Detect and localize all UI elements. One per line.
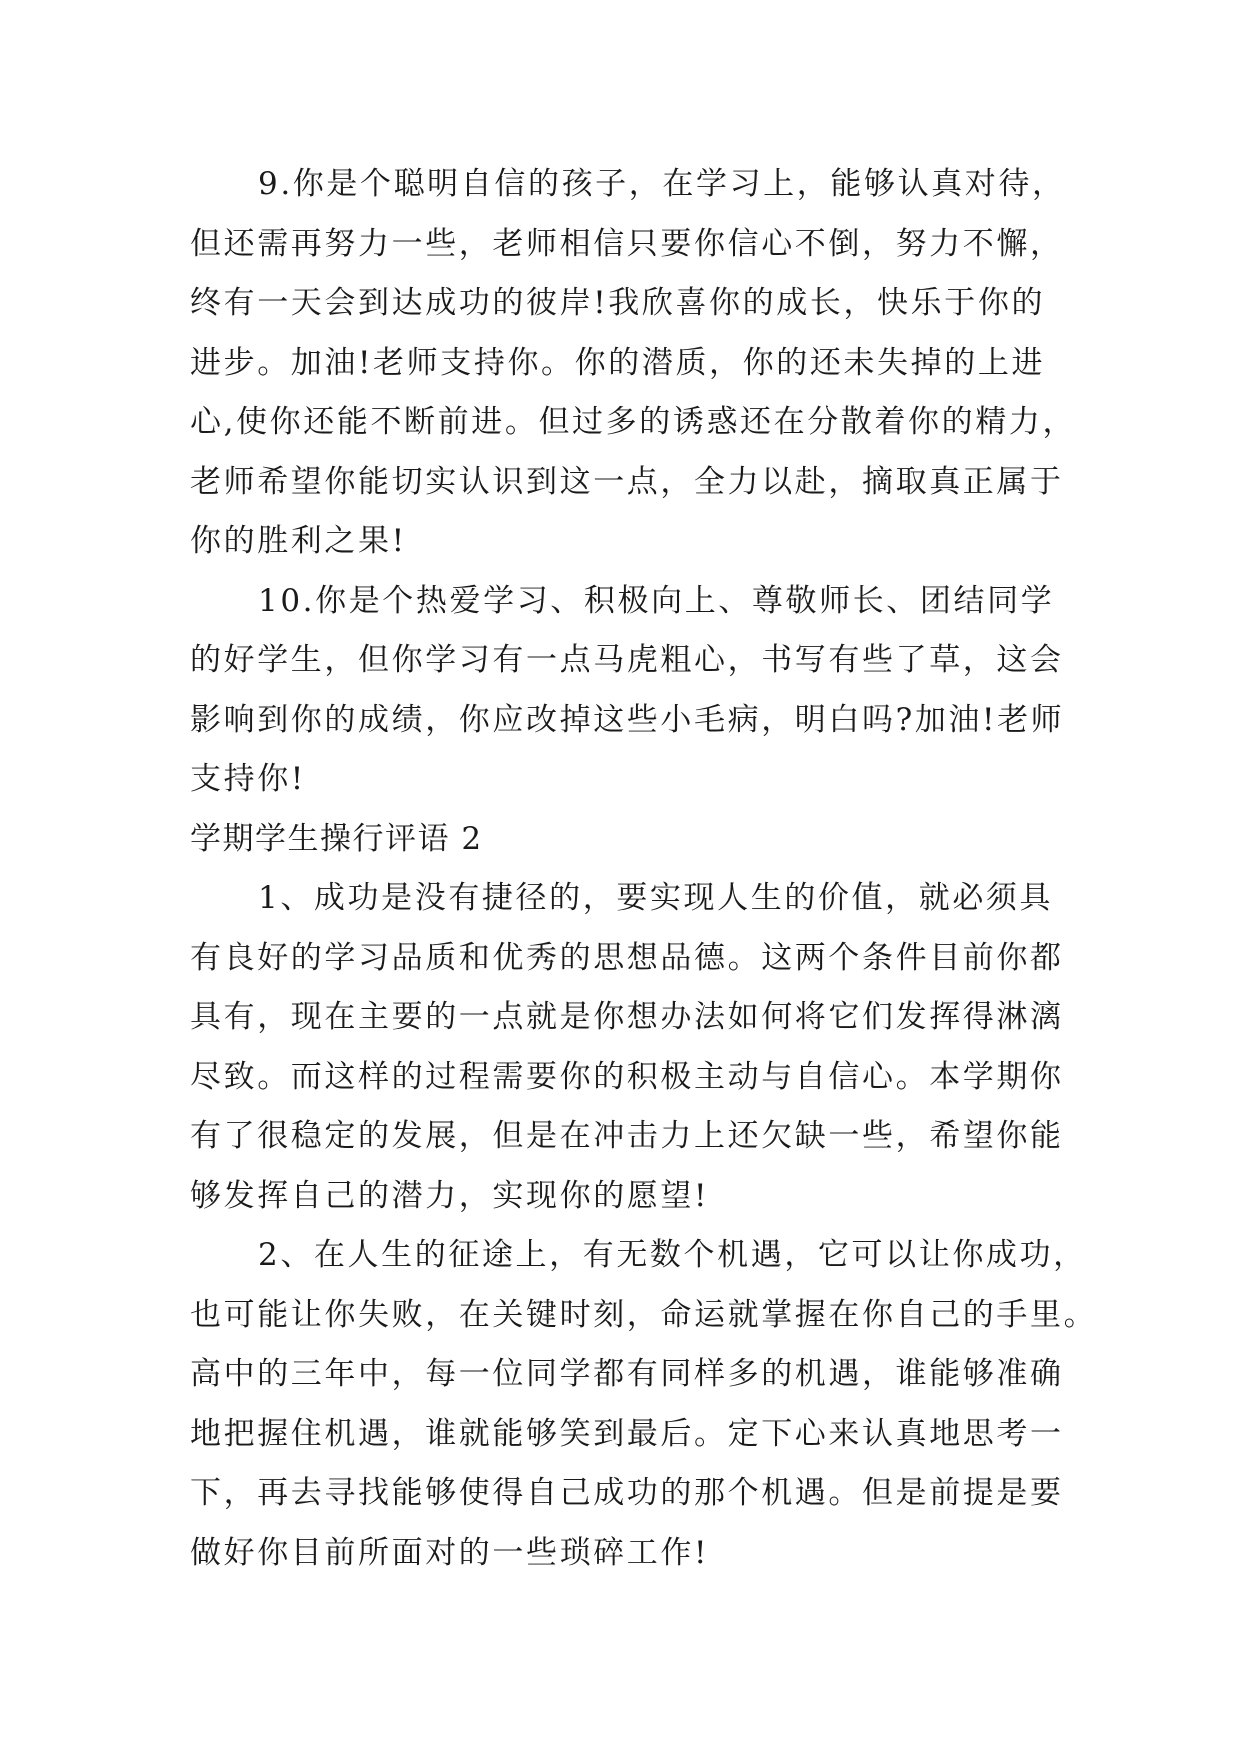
paragraph-line: 进步。加油!老师支持你。你的潜质，你的还未失掉的上进 bbox=[190, 344, 1046, 381]
paragraph-line: 做好你目前所面对的一些琐碎工作! bbox=[190, 1534, 710, 1571]
paragraph-line: 下，再去寻找能够使得自己成功的那个机遇。但是前提是要 bbox=[190, 1475, 1064, 1511]
paragraph-line: 2、在人生的征途上，有无数个机遇，它可以让你成功， bbox=[258, 1237, 1087, 1273]
document-body bbox=[190, 155, 1098, 1583]
comment-paragraph-9 bbox=[190, 155, 1077, 572]
paragraph-line: 够发挥自己的潜力，实现你的愿望! bbox=[190, 1177, 710, 1214]
paragraph-line: 具有，现在主要的一点就是你想办法如何将它们发挥得淋漓 bbox=[190, 999, 1064, 1035]
paragraph-line: 高中的三年中，每一位同学都有同样多的机遇，谁能够准确 bbox=[190, 1356, 1064, 1392]
paragraph-line: 但还需再努力一些，老师相信只要你信心不倒，努力不懈， bbox=[190, 225, 1064, 262]
paragraph-line: 地把握住机遇，谁就能够笑到最后。定下心来认真地思考一 bbox=[190, 1415, 1064, 1452]
paragraph-line: 有良好的学习品质和优秀的思想品德。这两个条件目前你都 bbox=[190, 939, 1064, 976]
paragraph-line: 心,使你还能不断前进。但过多的诱惑还在分散着你的精力， bbox=[190, 404, 1077, 440]
section-heading: 学期学生操行评语 2 bbox=[190, 820, 483, 857]
paragraph-line: 尽致。而这样的过程需要你的积极主动与自信心。本学期你 bbox=[190, 1058, 1064, 1095]
paragraph-line: 老师希望你能切实认识到这一点，全力以赴，摘取真正属于 bbox=[190, 463, 1064, 500]
paragraph-line: 有了很稳定的发展，但是在冲击力上还欠缺一些，希望你能 bbox=[190, 1118, 1064, 1154]
paragraph-line: 你的胜利之果! bbox=[190, 523, 407, 559]
section-paragraph-1 bbox=[190, 869, 1064, 1226]
paragraph-line: 1、成功是没有捷径的，要实现人生的价值，就必须具 bbox=[258, 880, 1054, 916]
section-paragraph-2 bbox=[190, 1226, 1098, 1583]
paragraph-line: 也可能让你失败，在关键时刻，命运就掌握在你自己的手里。 bbox=[190, 1296, 1098, 1333]
paragraph-line: 支持你! bbox=[190, 761, 306, 797]
paragraph-line: 10.你是个热爱学习、积极向上、尊敬师长、团结同学 bbox=[258, 582, 1055, 619]
paragraph-line: 终有一天会到达成功的彼岸!我欣喜你的成长，快乐于你的 bbox=[190, 285, 1046, 321]
paragraph-line: 影响到你的成绩，你应改掉这些小毛病，明白吗?加油!老师 bbox=[190, 701, 1065, 738]
comment-paragraph-10 bbox=[190, 572, 1065, 810]
paragraph-line: 9.你是个聪明自信的孩子，在学习上，能够认真对待， bbox=[258, 166, 1066, 202]
paragraph-line: 的好学生，但你学习有一点马虎粗心，书写有些了草，这会 bbox=[190, 642, 1064, 678]
